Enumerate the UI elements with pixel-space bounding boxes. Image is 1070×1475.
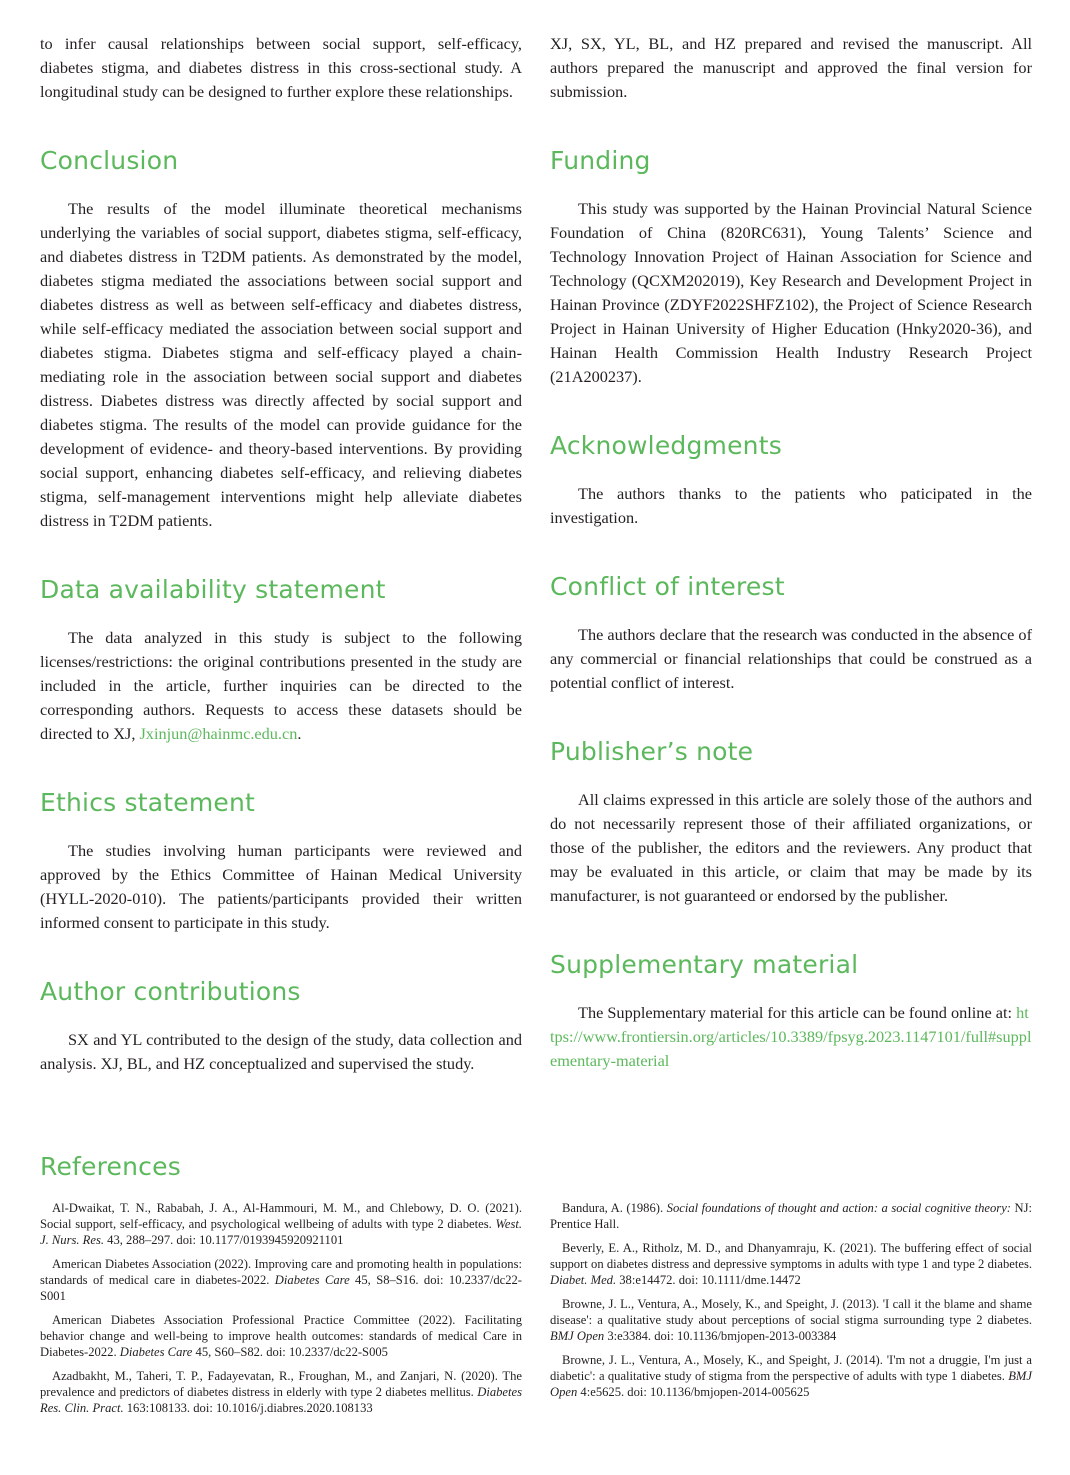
left-column (40, 32, 522, 1076)
reference-details: 38:e14472. doi: 10.1111/dme.14472 (616, 1273, 801, 1287)
reference-journal: Diabet. Med. (550, 1273, 617, 1287)
author-contributions-heading: Author contributions (40, 977, 301, 1006)
reference-item (40, 1256, 522, 1304)
right-column (550, 32, 1032, 1073)
reference-journal: BMJ Open (550, 1369, 1032, 1399)
data-availability-heading: Data availability statement (40, 575, 386, 604)
intro-paragraph: to infer causal relationships between social support, self-efficacy, diabetes stigma, and diabetes distress in this cross-sectional study. A longitudinal study can be designed to further explore these relationships. (40, 34, 522, 101)
reference-text: American Diabetes Association (2022). Improving care and promoting health in populations: standards of medical care in diabetes-2022. (40, 1257, 522, 1287)
conflict-paragraph: The authors declare that the research was conducted in the absence of any commercial or financial relationships that could be construed as a potential conflict of interest. (550, 625, 1032, 692)
data-availability-end: . (297, 724, 302, 743)
reference-text: American Diabetes Association Professional Practice Committee (2022). Facilitating behavior change and well-being to improve health outcomes: standards of medical Care in Diabetes-2022. (40, 1313, 522, 1359)
reference-journal: Diabetes Res. Clin. Pract. (40, 1385, 522, 1415)
funding-heading: Funding (550, 146, 651, 175)
reference-journal: Diabetes Care (274, 1273, 350, 1287)
reference-details: 4:e5625. doi: 10.1136/bmjopen-2014-005625 (577, 1385, 810, 1399)
reference-details: 45, S60–S82. doi: 10.2337/dc22-S005 (192, 1345, 388, 1359)
supplementary-link[interactable]: https://www.frontiersin.org/articles/10.3389/fpsyg.2023.1147101/full#supplementary-material (550, 1003, 1032, 1070)
reference-text: Bandura, A. (1986). (562, 1201, 667, 1215)
reference-details: 45, S8–S16. doi: 10.2337/dc22-S001 (40, 1273, 523, 1303)
reference-item (550, 1296, 1032, 1344)
references-right-column (550, 1200, 1032, 1408)
ethics-paragraph: The studies involving human participants were reviewed and approved by the Ethics Committee of Hainan Medical University (HYLL-2020-010). The patients/participants provided their written informed consent to participate in this study. (40, 841, 522, 932)
conclusion-heading: Conclusion (40, 146, 179, 175)
publisher-note-paragraph: All claims expressed in this article are solely those of the authors and do not necessarily represent those of their affiliated organizations, or those of the publisher, the editors and the reviewers. Any product that may be evaluated in this article, or claim that may be made by its manufacturer, is not guaranteed or endorsed by the publisher. (550, 790, 1032, 905)
reference-journal: BMJ Open (550, 1329, 605, 1343)
email-link[interactable]: Jxinjun@hainmc.edu.cn (139, 724, 298, 743)
conclusion-paragraph: The results of the model illuminate theoretical mechanisms underlying the variables of social support, diabetes stigma, self-efficacy, and diabetes distress in T2DM patients. As demonstrated by the model, diabetes stigma mediated the associations between social support and diabetes distress as well as between self-efficacy and diabetes distress, while self-efficacy mediated the association between social support and diabetes stigma. Diabetes stigma and self-efficacy played a chain-mediating role in the association between social support and diabetes distress. Diabetes distress was directly affected by social support and diabetes stigma. The results of the model can provide guidance for the development of evidence- and theory-based interventions. By providing social support, enhancing diabetes self-efficacy, and relieving diabetes stigma, self-management interventions might help alleviate diabetes distress in T2DM patients. (40, 199, 522, 530)
reference-item (550, 1352, 1032, 1400)
references-heading: References (40, 1152, 181, 1181)
reference-item (40, 1368, 522, 1416)
author-contributions-paragraph: SX and YL contributed to the design of the study, data collection and analysis. XJ, BL, and HZ conceptualized and supervised the study. (40, 1030, 522, 1073)
reference-details: 163:108133. doi: 10.1016/j.diabres.2020.108133 (123, 1401, 373, 1415)
contributions-continued-paragraph: XJ, SX, YL, BL, and HZ prepared and revised the manuscript. All authors prepared the manuscript and approved the final version for submission. (550, 34, 1032, 101)
ethics-heading: Ethics statement (40, 788, 256, 817)
acknowledgments-paragraph: The authors thanks to the patients who paticipated in the investigation. (550, 484, 1032, 527)
supplementary-text: The Supplementary material for this article can be found online at: (578, 1003, 1017, 1022)
reference-item (550, 1240, 1032, 1288)
reference-item (550, 1200, 1032, 1232)
reference-text: Al-Dwaikat, T. N., Rababah, J. A., Al-Hammouri, M. M., and Chlebowy, D. O. (2021). Social support, self-efficacy, and psychological wellbeing of adults with type 2 diabetes. (40, 1201, 522, 1231)
reference-text: Azadbakht, M., Taheri, T. P., Fadayevatan, R., Froughan, M., and Zanjari, N. (2020). The prevalence and predictors of diabetes distress in elderly with type 2 diabetes mellitus. (40, 1369, 522, 1399)
reference-details: 43, 288–297. doi: 10.1177/0193945920921101 (104, 1233, 344, 1247)
reference-item (40, 1200, 522, 1248)
reference-journal: West. J. Nurs. Res. (40, 1217, 522, 1247)
reference-journal: Diabetes Care (119, 1345, 193, 1359)
conflict-heading: Conflict of interest (550, 572, 785, 601)
reference-details: NJ: Prentice Hall. (550, 1201, 1032, 1231)
publisher-note-heading: Publisher’s note (550, 737, 754, 766)
supplementary-heading: Supplementary material (550, 950, 859, 979)
funding-paragraph: This study was supported by the Hainan Provincial Natural Science Foundation of China (820RC631), Young Talents’ Science and Technology Innovation Project of Hainan Association for Science and Technology (QCXM202019), Key Research and Development Project in Hainan Province (ZDYF2022SHFZ102), the Project of Science Research Project in Hainan University of Higher Education (Hnky2020-36), and Hainan Health Commission Health Industry Research Project (21A200237). (550, 199, 1032, 386)
data-availability-paragraph (40, 626, 522, 746)
data-availability-text: The data analyzed in this study is subject to the following licenses/restrictions: the original contributions presented in the study are included in the article, further inquiries can be directed to the corresponding authors. Requests to access these datasets should be directed to XJ, (40, 628, 522, 743)
references-left-column (40, 1200, 522, 1424)
reference-details: 3:e3384. doi: 10.1136/bmjopen-2013-003384 (604, 1329, 837, 1343)
reference-text: Browne, J. L., Ventura, A., Mosely, K., and Speight, J. (2014). 'I'm not a druggie, I'm just a diabetic': a qualitative study of stigma from the perspective of adults with type 1 diabetes. (550, 1353, 1032, 1383)
reference-text: Browne, J. L., Ventura, A., Mosely, K., and Speight, J. (2013). 'I call it the blame and shame disease': a qualitative study about perceptions of social stigma surrounding type 2 diabetes. (550, 1297, 1032, 1327)
reference-title: Social foundations of thought and action: a social cognitive theory: (666, 1201, 1011, 1215)
reference-text: Beverly, E. A., Ritholz, M. D., and Dhanyamraju, K. (2021). The buffering effect of social support on diabetes distress and depressive symptoms in adults with type 1 and type 2 diabetes. (550, 1241, 1032, 1271)
reference-item (40, 1312, 522, 1360)
supplementary-paragraph (550, 1001, 1032, 1073)
acknowledgments-heading: Acknowledgments (550, 431, 782, 460)
